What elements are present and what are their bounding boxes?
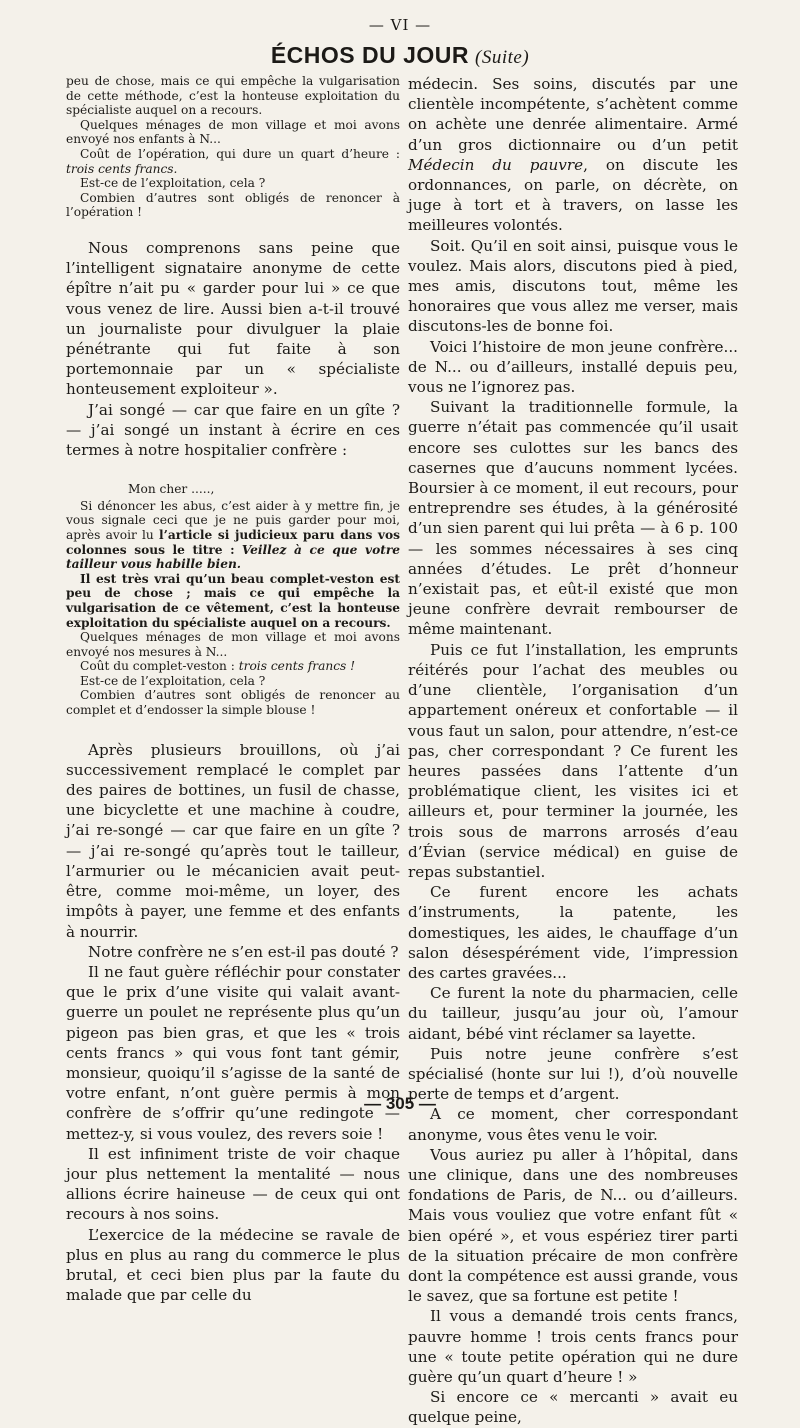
paragraph-part: Nous comprenons sans peine que l’intelligent signataire anonyme de cette épître n’ait pu « garder pour lui » ce que vous venez de lire.	[66, 238, 400, 318]
paragraph: A ce moment, cher correspondant anonyme, vous êtes venu le voir.	[408, 1105, 738, 1144]
paragraph: Après plusieurs brouillons, où j’ai successivement remplacé le complet par des paires de bottines, un fusil de chasse, une bicyclette et une machine à coudre, j’ai re-songé — car que faire en un gîte ? — j’ai re-songé qu’après tout le tailleur, l’armurier ou le mécanicien avait peut-être, comme moi-même, un loyer, des impôts à payer, une femme et des enfants à nourrir.	[66, 740, 400, 941]
article-body-left-bottom	[66, 740, 400, 1306]
right-column	[408, 74, 738, 1428]
letter-paragraph: Quelques ménages de mon village et moi avons envoyé nos mesures à N...	[66, 630, 400, 659]
letter-paragraph	[66, 499, 400, 572]
paragraph: Si encore ce « mercanti » avait eu quelque peine,	[408, 1388, 738, 1427]
paragraph: Il est infiniment triste de voir chaque jour plus nettement la mentalité — nous allions écrire haineuse — de ceux qui ont recours à nos soins.	[66, 1144, 400, 1224]
letter-paragraph: Combien d’autres sont obligés de renoncer au complet et d’endosser la simple blouse !	[66, 688, 400, 718]
intro-price: trois cents francs.	[66, 161, 178, 176]
paragraph: Soit. Qu’il en soit ainsi, puisque vous le voulez. Mais alors, discutons pied à pied, mes amis, discutons tout, même les honoraires que vous allez me verser, mais discutons-les de bonne foi.	[408, 236, 738, 336]
paragraph: Puis ce fut l’installation, les emprunts réitérés pour l’achat des meubles ou d’une clientèle, l’organisation d’un appartement onéreux et confortable — il vous faut un salon, pour attendre, n’est-ce pas, cher correspondant ? Ce furent les heures passées dans l’attente d’un problématique client, les visites ici et ailleurs et, pour terminer la journée, les trois sous de marrons arrosés d’eau d’Évian (service médical) en guise de repas substantiel.	[408, 640, 738, 881]
intro-line: Quelques ménages de mon village et moi avons envoyé nos enfants à N...	[66, 117, 400, 147]
intro-line	[66, 147, 400, 176]
book-title: Médecin du pauvre	[408, 155, 584, 174]
paragraph: Suivant la traditionnelle formule, la guerre n’était pas commencée qu’il usait encore ses culottes sur les bancs des casernes que d’aucuns nomment lycées. Boursier à ce moment, il eut recours, pour entreprendre ses études, à la générosité d’un sien parent qui lui prêta — à 6 p. 100 — les sommes nécessaires à ses cinq années d’études. Le prêt d’honneur n’existait pas, et eût-il existé que mon jeune confrère devrait rembourser de même maintenant.	[408, 398, 738, 639]
paragraph: J’ai songé — car que faire en un gîte ? — j’ai songé un instant à écrire en ces termes à notre hospitalier confrère :	[66, 400, 400, 459]
letter-price: trois cents francs !	[238, 659, 356, 674]
paragraph: Voici l’histoire de mon jeune confrère... de N... ou d’ailleurs, installé depuis peu, vous ne l’ignorez pas.	[408, 337, 738, 397]
intro-line: Combien d’autres sont obligés de renoncer à l’opération !	[66, 190, 400, 220]
imagined-letter	[66, 482, 400, 718]
letter-paragraph: Il est très vrai qu’un beau complet-veston est peu de chose ; mais ce qui empêche la vulgarisation de ce vêtement, c’est la honteuse exploitation du spécialiste auquel on a recours.	[66, 571, 400, 630]
page-number: — 305 —	[364, 1094, 436, 1113]
paragraph	[408, 74, 738, 236]
intro-line: peu de chose, mais ce qui empêche la vulgarisation de cette méthode, c’est la honteuse exploitation du spécialiste auquel on a recours.	[66, 74, 400, 118]
page-roman-number: — VI —	[368, 16, 432, 34]
paragraph: Puis notre jeune confrère s’est spécialisé (honte sur lui !), d’où nouvelle perte de temps et d’argent.	[408, 1044, 738, 1104]
article-body-right	[408, 74, 738, 1428]
intro-line: Est-ce de l’exploitation, cela ?	[80, 176, 266, 191]
intro-cost: Coût de l’opération, qui dure un quart d’heure :	[80, 146, 400, 161]
paragraph	[66, 238, 400, 400]
paragraph: Vous auriez pu aller à l’hôpital, dans une clinique, dans une des nombreuses fondations de Paris, de N... ou d’ailleurs. Mais vous vouliez que votre enfant fût « bien opéré », et vous espériez tirer parti de la situation précaire de mon confrère dont la compétence est aussi grande, vous le savez, que sa fortune est petite !	[408, 1145, 738, 1306]
intro-letter-excerpt	[66, 74, 400, 220]
paragraph: Ce furent encore les achats d’instruments, la patente, les domestiques, les aides, le chauffage d’un salon désespérément vide, l’impression des cartes gravées...	[408, 883, 738, 982]
letter-article-title: Veillez à ce que votre tailleur vous habille bien.	[66, 542, 401, 572]
letter-paragraph: Est-ce de l’exploitation, cela ?	[80, 673, 266, 688]
title-suite: (Suite)	[475, 47, 530, 68]
title-text: ÉCHOS DU JOUR	[270, 42, 470, 68]
paragraph: Ce furent la note du pharmacien, celle du tailleur, jusqu’au jour où, l’amour aidant, bébé vint réclamer sa layette.	[408, 984, 738, 1043]
letter-greeting: Mon cher .....,	[128, 482, 215, 497]
letter-text: Coût du complet-veston :	[80, 659, 235, 674]
letter-text-bold: l’article si judicieux paru dans vos colonnes sous le titre :	[66, 527, 401, 557]
paragraph: Notre confrère ne s’en est-il pas douté ?	[88, 942, 399, 961]
page-title	[0, 42, 800, 69]
left-column	[66, 74, 400, 1305]
paragraph-part: , on discute les ordonnances, on parle, on décrète, on juge à tort et à travers, on lasse les meilleures volontés.	[408, 155, 738, 235]
paragraph: Il vous a demandé trois cents francs, pauvre homme ! trois cents francs pour une « toute petite opération qui ne dure guère qu’un quart d’heure ! »	[408, 1307, 738, 1386]
paragraph-part: médecin. Ses soins, discutés par une clientèle incompétente, s’achètent comme on achète une denrée alimentaire. Armé d’un gros dictionnaire ou d’un petit	[408, 75, 738, 154]
letter-text: Si dénoncer les abus, c’est aider à y mettre fin, je vous signale ceci que je ne puis garder pour moi, après avoir lu	[66, 498, 400, 542]
paragraph: L’exercice de la médecine se ravale de plus en plus au rang du commerce le plus brutal, et ceci bien plus par la faute du malade que par celle du	[66, 1225, 400, 1305]
letter-paragraph	[66, 659, 400, 674]
paragraph-part: Aussi bien a-t-il trouvé un journaliste pour divulguer la plaie pénétrante qui fut faite à son portemonnaie par un « spécialiste honteusement exploiteur ».	[66, 299, 401, 399]
paragraph: Il ne faut guère réfléchir pour constater que le prix d’une visite qui valait avant-guerre un poulet ne représente plus qu’un pigeon pas bien gras, et que les « trois cents francs » qui vous font tant gémir, monsieur, quoiqu’il s’agisse de la santé de votre enfant, n’ont guère permis à mon confrère de s’offrir qu’une redingote — mettez-y, si vous voulez, des revers soie !	[66, 962, 400, 1143]
article-body-left-top	[66, 238, 400, 460]
